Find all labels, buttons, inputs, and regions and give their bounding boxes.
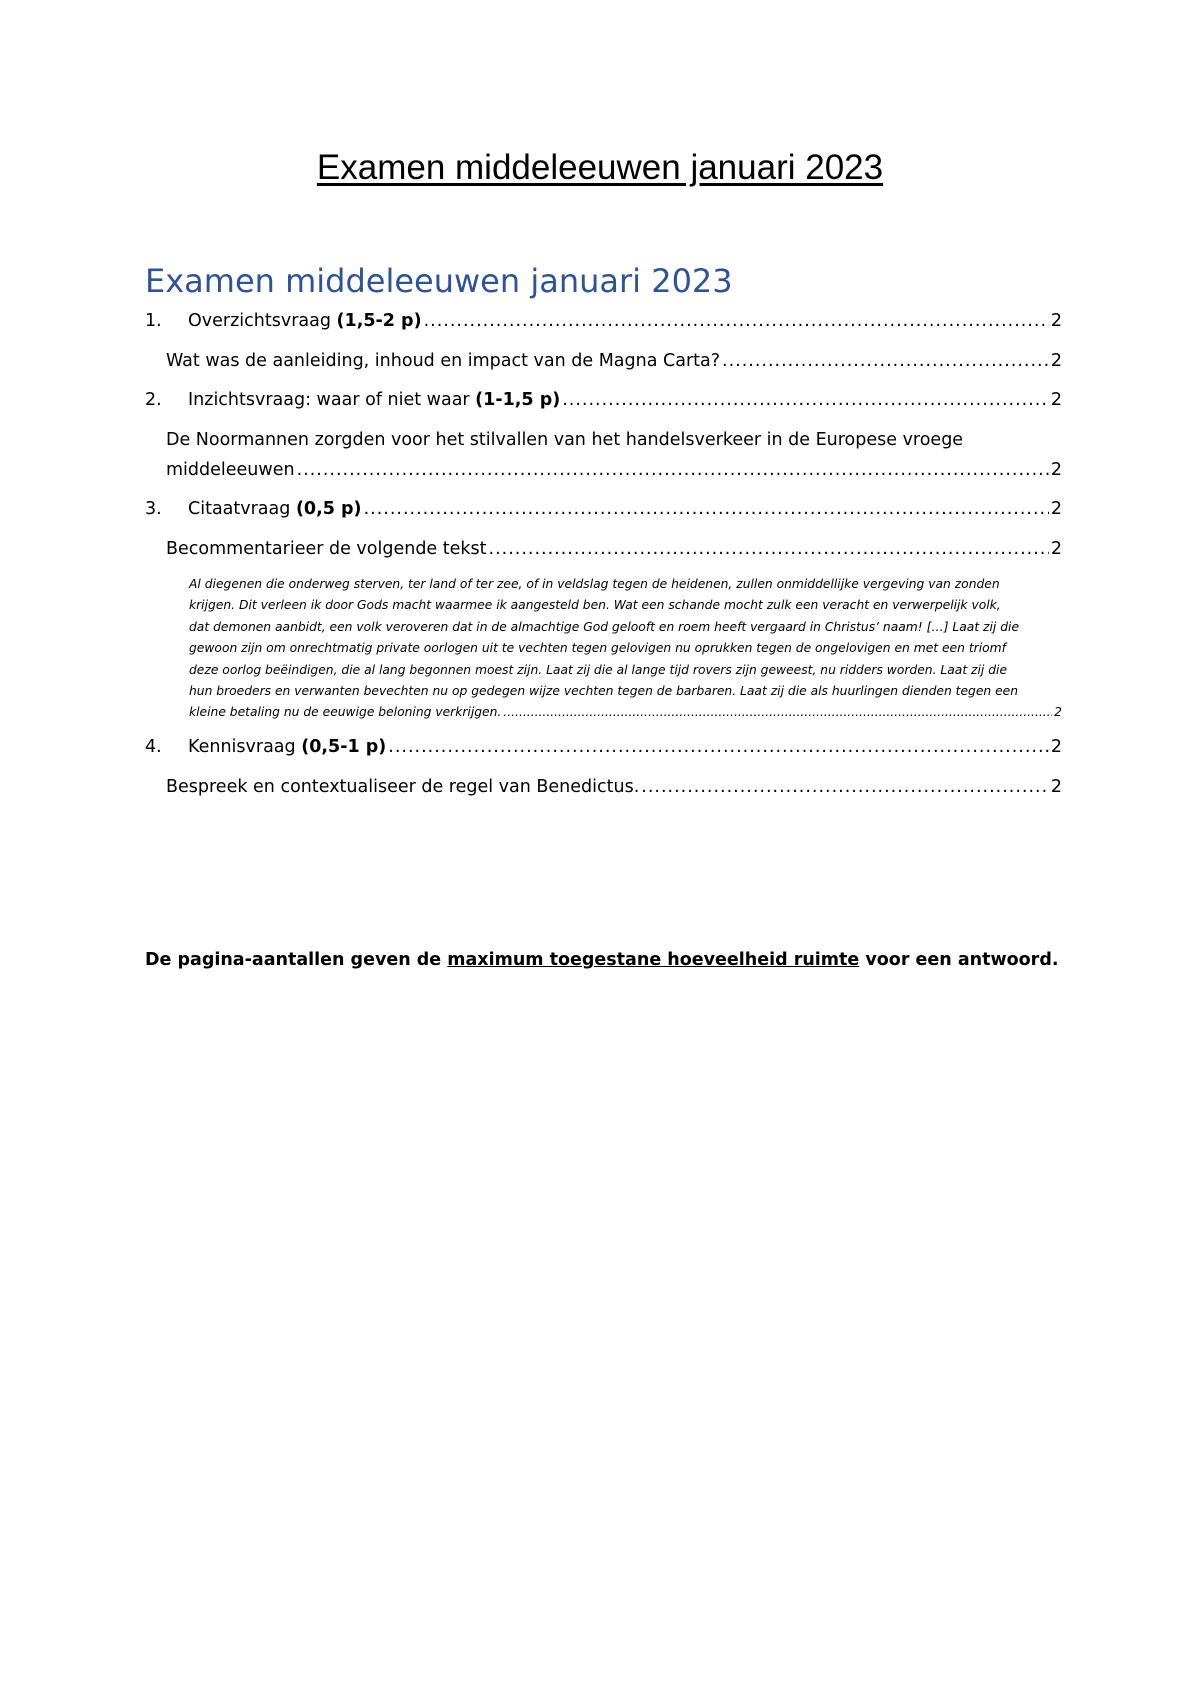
toc-entry-label: middeleeuwen (166, 460, 295, 480)
toc-dot-leader (562, 390, 1049, 410)
toc-page-number: 2 (1050, 390, 1062, 410)
quote-line: kleine betaling nu de eeuwige beloning verkrijgen. (189, 705, 502, 720)
toc-dot-leader (641, 777, 1049, 797)
toc-entry-number: 3. (145, 499, 162, 519)
toc-page-number: 2 (1054, 705, 1062, 720)
toc-entry-q2-sub-line1[interactable]: De Noormannen zorgden voor het stilvallen van het handelsverkeer in de Europese vroege (166, 430, 964, 450)
toc-page-number: 2 (1050, 499, 1062, 519)
toc-entry-label: Wat was de aanleiding, inhoud en impact van de Magna Carta? (166, 351, 721, 371)
toc-page-number: 2 (1050, 777, 1062, 797)
toc-page-number: 2 (1050, 351, 1062, 371)
toc-page-number: 2 (1050, 737, 1062, 757)
toc-entry-q1[interactable] (145, 311, 1062, 331)
toc-entry-label: Becommentarieer de volgende tekst (166, 539, 487, 559)
toc-entry-number: 1. (145, 311, 162, 331)
toc-entry-q2[interactable] (145, 390, 1062, 410)
note-emphasis: maximum toegestane hoeveelheid ruimte (447, 950, 860, 970)
quote-line: Al diegenen die onderweg sterven, ter land of ter zee, of in veldslag tegen de heidenen, zullen onmiddellijke vergeving van zonden (189, 577, 1000, 591)
page-title: Examen middeleeuwen januari 2023 (316, 148, 884, 187)
toc-entry-label: Inzichtsvraag: waar of niet waar (1-1,5 p) (188, 390, 561, 410)
toc-heading: Examen middeleeuwen januari 2023 (145, 262, 733, 300)
toc-entry-q4[interactable] (145, 737, 1062, 757)
quote-line: dat demonen aanbidt, een volk veroveren dat in de almachtige God gelooft en roem heeft vergaard in Christus’ naam! […] Laat zij die (189, 619, 1020, 634)
toc-dot-leader (722, 351, 1049, 371)
quote-last-line (189, 702, 1062, 723)
toc-dot-leader (388, 737, 1049, 757)
toc-entry-q3[interactable] (145, 499, 1062, 519)
quote-line: deze oorlog beëindigen, die al lang begonnen moest zijn. Laat zij die al lange tijd rovers zijn geweest, nu ridders worden. Laat zij die (189, 662, 1008, 677)
toc-dot-leader (503, 702, 1052, 723)
toc-entry-number: 4. (145, 737, 162, 757)
quote-line: krijgen. Dit verleen ik door Gods macht waarmee ik aangesteld ben. Wat een schande mocht zulk een veracht en verwerpelijk volk, (189, 598, 1001, 613)
toc-entry-label: Citaatvraag (0,5 p) (188, 499, 362, 519)
toc-entry-label: Kennisvraag (0,5-1 p) (188, 737, 387, 757)
toc-page-number: 2 (1050, 460, 1062, 480)
toc-entry-q4-sub[interactable] (166, 777, 1062, 797)
toc-entry-label: Bespreek en contextualiseer de regel van Benedictus. (166, 777, 640, 797)
toc-entry-q1-sub[interactable] (166, 351, 1062, 371)
toc-dot-leader (424, 311, 1049, 331)
toc-entry-q3-sub[interactable] (166, 539, 1062, 559)
toc-dot-leader (364, 499, 1049, 519)
quote-block[interactable] (189, 574, 1062, 724)
toc-entry-q2-sub[interactable] (166, 460, 1062, 480)
toc-page-number: 2 (1050, 539, 1062, 559)
quote-line: gewoon zijn om onrechtmatig private oorlogen uit te vechten tegen gelovigen nu oprukken tegen de ongelovigen en met een triomf (189, 641, 1006, 656)
toc-page-number: 2 (1050, 311, 1062, 331)
toc-dot-leader (489, 539, 1049, 559)
toc-dot-leader (297, 460, 1049, 480)
toc-entry-number: 2. (145, 390, 162, 410)
page-count-note: De pagina-aantallen geven de maximum toegestane hoeveelheid ruimte voor een antwoord. (145, 950, 1059, 970)
quote-line: hun broeders en verwanten bevechten nu op gedegen wijze vechten tegen de barbaren. Laat zij die als huurlingen dienden tegen een (189, 684, 1019, 699)
toc-entry-label: Overzichtsvraag (1,5-2 p) (188, 311, 422, 331)
